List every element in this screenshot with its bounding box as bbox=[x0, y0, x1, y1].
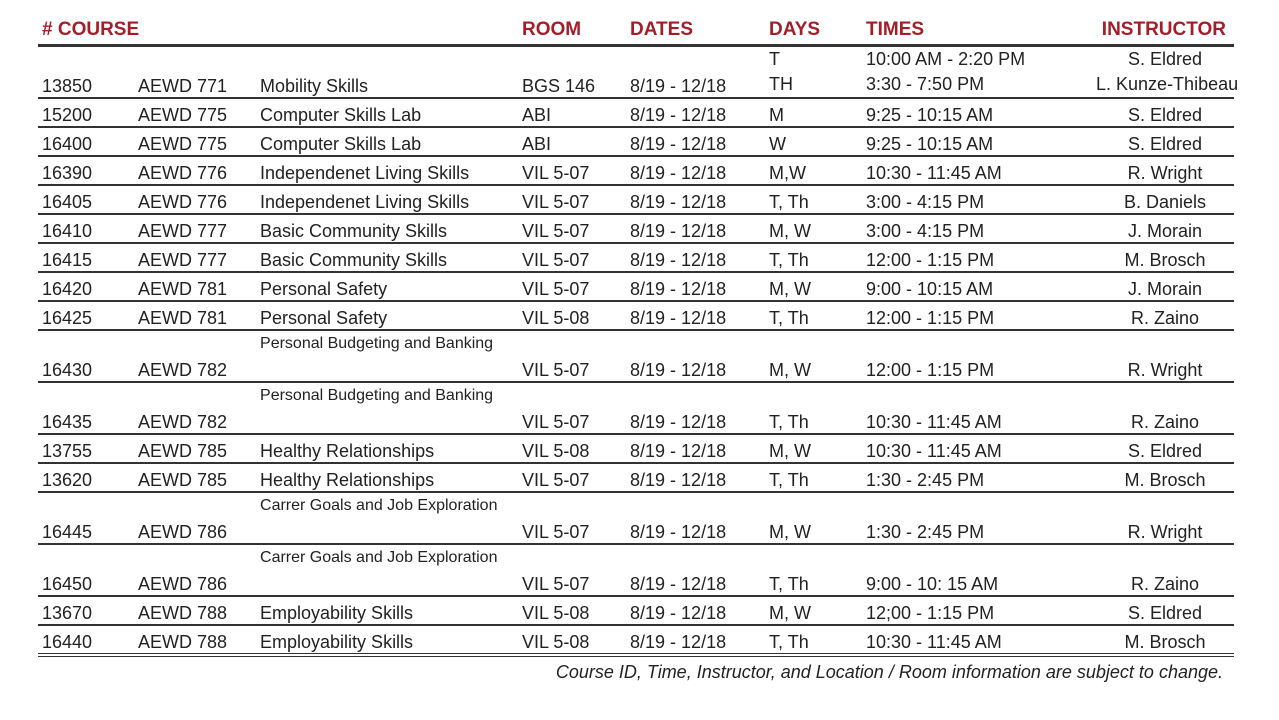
cell-times: 9:00 - 10: 15 AM bbox=[862, 544, 1056, 596]
cell-instructor: S. Eldred bbox=[1056, 596, 1234, 625]
cell-dates: 8/19 - 12/18 bbox=[626, 382, 765, 434]
cell-course-code: AEWD 776 bbox=[134, 156, 256, 185]
table-row bbox=[38, 330, 1234, 382]
cell-course-code: AEWD 775 bbox=[134, 127, 256, 156]
cell-course-id: 13670 bbox=[38, 596, 134, 625]
cell-days: M, W bbox=[765, 434, 862, 463]
cell-days: T, Th bbox=[765, 243, 862, 272]
cell-course-code: AEWD 775 bbox=[134, 98, 256, 127]
cell-room: VIL 5-07 bbox=[518, 243, 626, 272]
table-row bbox=[38, 492, 1234, 544]
cell-course-title: Basic Community Skills bbox=[256, 243, 518, 272]
table-row bbox=[38, 382, 1234, 434]
disclaimer-note: Course ID, Time, Instructor, and Location / Room information are subject to change. bbox=[555, 662, 1223, 682]
cell-days: T, Th bbox=[765, 301, 862, 330]
cell-room: VIL 5-07 bbox=[518, 382, 626, 434]
cell-course-id: 15200 bbox=[38, 98, 134, 127]
cell-dates: 8/19 - 12/18 bbox=[626, 596, 765, 625]
cell-days: T, Th bbox=[765, 185, 862, 214]
cell-dates: 8/19 - 12/18 bbox=[626, 185, 765, 214]
cell-room: VIL 5-08 bbox=[518, 596, 626, 625]
instructor-line: S. Eldred bbox=[1127, 49, 1203, 69]
cell-instructor: R. Zaino bbox=[1056, 544, 1234, 596]
table-row bbox=[38, 301, 1234, 330]
cell-course-code: AEWD 788 bbox=[134, 625, 256, 655]
cell-times: 3:00 - 4:15 PM bbox=[862, 214, 1056, 243]
cell-room: ABI bbox=[518, 98, 626, 127]
header-row bbox=[38, 14, 1234, 46]
table-row bbox=[38, 156, 1234, 185]
cell-course-code: AEWD 786 bbox=[134, 544, 256, 596]
cell-days: T, Th bbox=[765, 382, 862, 434]
cell-course-id: 16445 bbox=[38, 492, 134, 544]
cell-days: T, Th bbox=[765, 463, 862, 492]
cell-course-id: 16390 bbox=[38, 156, 134, 185]
table-row bbox=[38, 596, 1234, 625]
instructor-line: L. Kunze-Thibeau bbox=[1096, 74, 1239, 94]
cell-instructor: R. Wright bbox=[1056, 156, 1234, 185]
cell-room: VIL 5-07 bbox=[518, 214, 626, 243]
cell-times: 1:30 - 2:45 PM bbox=[862, 463, 1056, 492]
cell-course-title: Healthy Relationships bbox=[256, 434, 518, 463]
table-row bbox=[38, 434, 1234, 463]
cell-times: 10:30 - 11:45 AM bbox=[862, 156, 1056, 185]
cell-course-id: 16450 bbox=[38, 544, 134, 596]
table-row bbox=[38, 243, 1234, 272]
table-row bbox=[38, 46, 1234, 99]
cell-course-code: AEWD 771 bbox=[134, 46, 256, 99]
cell-room: VIL 5-08 bbox=[518, 625, 626, 655]
cell-days: W bbox=[765, 127, 862, 156]
table-row bbox=[38, 625, 1234, 655]
table-row bbox=[38, 185, 1234, 214]
cell-course-title: Employability Skills bbox=[256, 625, 518, 655]
cell-course-code: AEWD 786 bbox=[134, 492, 256, 544]
cell-course-code: AEWD 788 bbox=[134, 596, 256, 625]
cell-dates: 8/19 - 12/18 bbox=[626, 156, 765, 185]
table-row bbox=[38, 463, 1234, 492]
cell-course-title: Personal Budgeting and Banking bbox=[256, 382, 518, 434]
cell-course-id: 16410 bbox=[38, 214, 134, 243]
times-line: 10:00 AM - 2:20 PM bbox=[866, 49, 1026, 69]
header-course: # COURSE bbox=[38, 14, 256, 46]
cell-instructor: S. Eldred bbox=[1056, 98, 1234, 127]
cell-room: VIL 5-07 bbox=[518, 272, 626, 301]
table-row bbox=[38, 127, 1234, 156]
cell-instructor: J. Morain bbox=[1056, 272, 1234, 301]
cell-times: 12:00 - 1:15 PM bbox=[862, 301, 1056, 330]
header-days: DAYS bbox=[765, 14, 862, 46]
cell-course-id: 13755 bbox=[38, 434, 134, 463]
cell-times: 3:00 - 4:15 PM bbox=[862, 185, 1056, 214]
cell-dates: 8/19 - 12/18 bbox=[626, 492, 765, 544]
cell-instructor: B. Daniels bbox=[1056, 185, 1234, 214]
cell-course-title: Employability Skills bbox=[256, 596, 518, 625]
cell-days: T, Th bbox=[765, 625, 862, 655]
cell-times: 9:00 - 10:15 AM bbox=[862, 272, 1056, 301]
cell-room: VIL 5-07 bbox=[518, 492, 626, 544]
cell-course-title: Personal Safety bbox=[256, 301, 518, 330]
table-row bbox=[38, 214, 1234, 243]
cell-room: VIL 5-07 bbox=[518, 463, 626, 492]
cell-instructor: J. Morain bbox=[1056, 214, 1234, 243]
cell-days: M, W bbox=[765, 272, 862, 301]
cell-course-code: AEWD 781 bbox=[134, 272, 256, 301]
cell-dates: 8/19 - 12/18 bbox=[626, 625, 765, 655]
cell-dates: 8/19 - 12/18 bbox=[626, 98, 765, 127]
cell-course-title: Computer Skills Lab bbox=[256, 127, 518, 156]
cell-days: M bbox=[765, 98, 862, 127]
cell-dates: 8/19 - 12/18 bbox=[626, 463, 765, 492]
cell-dates: 8/19 - 12/18 bbox=[626, 127, 765, 156]
cell-course-code: AEWD 777 bbox=[134, 243, 256, 272]
table-row bbox=[38, 272, 1234, 301]
cell-course-title: Computer Skills Lab bbox=[256, 98, 518, 127]
cell-instructor: R. Wright bbox=[1056, 330, 1234, 382]
cell-course-code: AEWD 782 bbox=[134, 330, 256, 382]
cell-times bbox=[862, 46, 1056, 99]
cell-days: M, W bbox=[765, 492, 862, 544]
cell-dates: 8/19 - 12/18 bbox=[626, 46, 765, 99]
cell-times: 10:30 - 11:45 AM bbox=[862, 625, 1056, 655]
cell-days: M,W bbox=[765, 156, 862, 185]
cell-instructor: M. Brosch bbox=[1056, 625, 1234, 655]
cell-course-id: 16425 bbox=[38, 301, 134, 330]
cell-instructor: R. Zaino bbox=[1056, 301, 1234, 330]
cell-instructor bbox=[1056, 46, 1239, 99]
header-title bbox=[256, 14, 518, 46]
cell-course-id: 16430 bbox=[38, 330, 134, 382]
course-schedule-table bbox=[38, 14, 1239, 657]
cell-instructor: M. Brosch bbox=[1056, 243, 1234, 272]
cell-times: 12:00 - 1:15 PM bbox=[862, 243, 1056, 272]
cell-times: 10:30 - 11:45 AM bbox=[862, 382, 1056, 434]
cell-days: M, W bbox=[765, 330, 862, 382]
cell-course-code: AEWD 776 bbox=[134, 185, 256, 214]
cell-course-title: Basic Community Skills bbox=[256, 214, 518, 243]
cell-course-title: Carrer Goals and Job Exploration bbox=[256, 544, 518, 596]
times-line: 3:30 - 7:50 PM bbox=[866, 74, 985, 94]
cell-instructor: S. Eldred bbox=[1056, 434, 1234, 463]
cell-room: VIL 5-08 bbox=[518, 301, 626, 330]
cell-course-id: 16415 bbox=[38, 243, 134, 272]
header-room: ROOM bbox=[518, 14, 626, 46]
cell-course-code: AEWD 781 bbox=[134, 301, 256, 330]
cell-times: 1:30 - 2:45 PM bbox=[862, 492, 1056, 544]
cell-dates: 8/19 - 12/18 bbox=[626, 301, 765, 330]
table-row bbox=[38, 98, 1234, 127]
cell-dates: 8/19 - 12/18 bbox=[626, 243, 765, 272]
cell-dates: 8/19 - 12/18 bbox=[626, 330, 765, 382]
header-instructor: INSTRUCTOR bbox=[1056, 14, 1234, 46]
days-line: TH bbox=[769, 74, 794, 94]
cell-room: VIL 5-08 bbox=[518, 434, 626, 463]
cell-times: 12;00 - 1:15 PM bbox=[862, 596, 1056, 625]
cell-room: ABI bbox=[518, 127, 626, 156]
cell-days: T, Th bbox=[765, 544, 862, 596]
cell-days bbox=[765, 46, 862, 99]
cell-course-title: Carrer Goals and Job Exploration bbox=[256, 492, 518, 544]
cell-course-title: Mobility Skills bbox=[256, 46, 518, 99]
cell-dates: 8/19 - 12/18 bbox=[626, 272, 765, 301]
cell-instructor: S. Eldred bbox=[1056, 127, 1234, 156]
cell-course-id: 16405 bbox=[38, 185, 134, 214]
cell-instructor: R. Zaino bbox=[1056, 382, 1234, 434]
cell-course-id: 13850 bbox=[38, 46, 134, 99]
cell-course-id: 16440 bbox=[38, 625, 134, 655]
header-dates: DATES bbox=[626, 14, 765, 46]
cell-instructor: M. Brosch bbox=[1056, 463, 1234, 492]
cell-instructor: R. Wright bbox=[1056, 492, 1234, 544]
cell-course-title: Independenet Living Skills bbox=[256, 185, 518, 214]
cell-room: VIL 5-07 bbox=[518, 330, 626, 382]
cell-course-title: Healthy Relationships bbox=[256, 463, 518, 492]
cell-course-id: 16400 bbox=[38, 127, 134, 156]
cell-course-id: 16435 bbox=[38, 382, 134, 434]
cell-dates: 8/19 - 12/18 bbox=[626, 434, 765, 463]
cell-dates: 8/19 - 12/18 bbox=[626, 214, 765, 243]
cell-course-code: AEWD 785 bbox=[134, 463, 256, 492]
cell-times: 10:30 - 11:45 AM bbox=[862, 434, 1056, 463]
cell-course-title: Personal Budgeting and Banking bbox=[256, 330, 518, 382]
cell-course-id: 13620 bbox=[38, 463, 134, 492]
cell-course-title: Personal Safety bbox=[256, 272, 518, 301]
cell-room: VIL 5-07 bbox=[518, 544, 626, 596]
cell-course-code: AEWD 782 bbox=[134, 382, 256, 434]
cell-dates: 8/19 - 12/18 bbox=[626, 544, 765, 596]
cell-times: 9:25 - 10:15 AM bbox=[862, 98, 1056, 127]
cell-days: M, W bbox=[765, 596, 862, 625]
table-row bbox=[38, 544, 1234, 596]
cell-course-code: AEWD 785 bbox=[134, 434, 256, 463]
cell-room: VIL 5-07 bbox=[518, 156, 626, 185]
cell-room: BGS 146 bbox=[518, 46, 626, 99]
cell-course-title: Independenet Living Skills bbox=[256, 156, 518, 185]
cell-course-code: AEWD 777 bbox=[134, 214, 256, 243]
header-times: TIMES bbox=[862, 14, 1056, 46]
cell-days: M, W bbox=[765, 214, 862, 243]
cell-course-id: 16420 bbox=[38, 272, 134, 301]
cell-room: VIL 5-07 bbox=[518, 185, 626, 214]
days-line: T bbox=[769, 49, 781, 69]
cell-times: 12:00 - 1:15 PM bbox=[862, 330, 1056, 382]
cell-times: 9:25 - 10:15 AM bbox=[862, 127, 1056, 156]
